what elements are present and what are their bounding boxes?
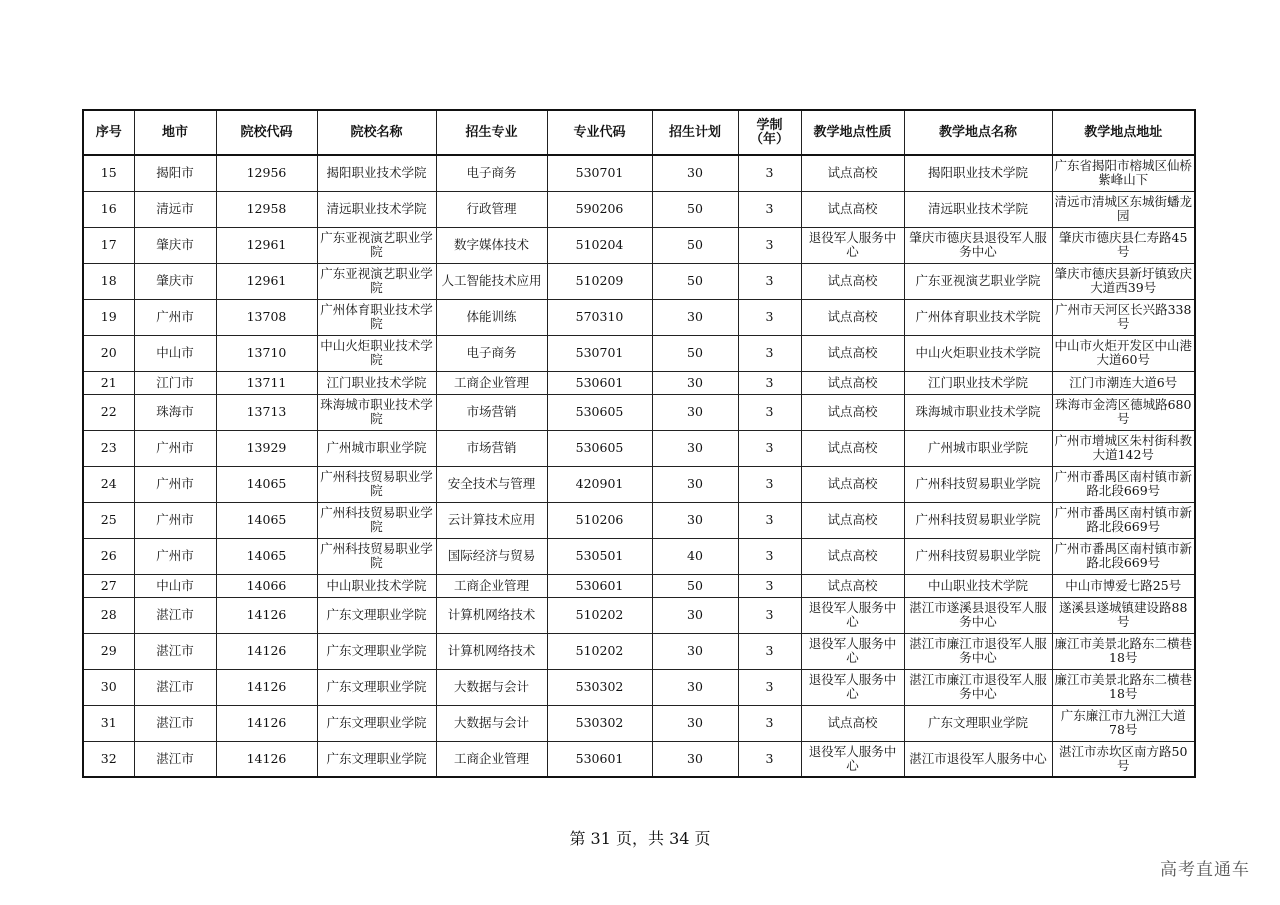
cell-major: 体能训练: [436, 299, 547, 335]
cell-site-address: 广州市增城区朱村街科教大道142号: [1052, 430, 1195, 466]
cell-plan: 30: [652, 394, 738, 430]
cell-duration: 3: [738, 394, 801, 430]
cell-index: 19: [83, 299, 134, 335]
cell-major: 计算机网络技术: [436, 597, 547, 633]
cell-site-address: 广州市番禺区南村镇市新路北段669号: [1052, 502, 1195, 538]
cell-site-address: 湛江市赤坎区南方路50号: [1052, 741, 1195, 777]
cell-school-code: 14126: [216, 669, 317, 705]
cell-school-name: 广东文理职业学院: [317, 705, 436, 741]
cell-site-address: 肇庆市德庆县新圩镇致庆大道西39号: [1052, 263, 1195, 299]
cell-index: 27: [83, 574, 134, 597]
cell-school-name: 广州城市职业学院: [317, 430, 436, 466]
cell-school-name: 清远职业技术学院: [317, 191, 436, 227]
col-header-index: 序号: [83, 110, 134, 155]
cell-city: 中山市: [134, 335, 216, 371]
cell-school-name: 广州体育职业技术学院: [317, 299, 436, 335]
cell-city: 广州市: [134, 299, 216, 335]
cell-site-type: 试点高校: [801, 430, 904, 466]
cell-duration: 3: [738, 299, 801, 335]
cell-site-name: 揭阳职业技术学院: [904, 155, 1052, 191]
cell-school-name: 广州科技贸易职业学院: [317, 502, 436, 538]
cell-duration: 3: [738, 597, 801, 633]
cell-major: 计算机网络技术: [436, 633, 547, 669]
cell-duration: 3: [738, 227, 801, 263]
cell-plan: 30: [652, 466, 738, 502]
table-row: [83, 191, 1195, 227]
cell-site-type: 试点高校: [801, 299, 904, 335]
cell-city: 广州市: [134, 502, 216, 538]
cell-major-code: 530501: [547, 538, 652, 574]
cell-major-code: 510209: [547, 263, 652, 299]
cell-site-type: 退役军人服务中心: [801, 633, 904, 669]
cell-duration: 3: [738, 705, 801, 741]
cell-major-code: 530701: [547, 335, 652, 371]
cell-major: 工商企业管理: [436, 574, 547, 597]
cell-site-name: 肇庆市德庆县退役军人服务中心: [904, 227, 1052, 263]
col-header-school-name: 院校名称: [317, 110, 436, 155]
cell-index: 18: [83, 263, 134, 299]
table-row: [83, 538, 1195, 574]
cell-city: 湛江市: [134, 633, 216, 669]
cell-site-address: 遂溪县遂城镇建设路88号: [1052, 597, 1195, 633]
cell-index: 17: [83, 227, 134, 263]
cell-duration: 3: [738, 466, 801, 502]
cell-plan: 30: [652, 597, 738, 633]
cell-major-code: 530601: [547, 371, 652, 394]
table-row: [83, 155, 1195, 191]
cell-major: 云计算技术应用: [436, 502, 547, 538]
cell-major-code: 510202: [547, 597, 652, 633]
cell-school-code: 14065: [216, 502, 317, 538]
cell-site-name: 广州科技贸易职业学院: [904, 466, 1052, 502]
cell-duration: 3: [738, 335, 801, 371]
cell-major-code: 570310: [547, 299, 652, 335]
cell-site-address: 江门市潮连大道6号: [1052, 371, 1195, 394]
cell-plan: 30: [652, 705, 738, 741]
cell-major: 电子商务: [436, 335, 547, 371]
cell-major-code: 530601: [547, 574, 652, 597]
cell-major: 工商企业管理: [436, 371, 547, 394]
cell-site-name: 中山火炬职业技术学院: [904, 335, 1052, 371]
cell-site-name: 湛江市退役军人服务中心: [904, 741, 1052, 777]
cell-index: 31: [83, 705, 134, 741]
col-header-city: 地市: [134, 110, 216, 155]
table-row: [83, 574, 1195, 597]
cell-school-code: 14065: [216, 466, 317, 502]
cell-plan: 30: [652, 633, 738, 669]
cell-index: 25: [83, 502, 134, 538]
cell-site-type: 试点高校: [801, 335, 904, 371]
cell-site-name: 清远职业技术学院: [904, 191, 1052, 227]
cell-school-name: 珠海城市职业技术学院: [317, 394, 436, 430]
cell-plan: 50: [652, 227, 738, 263]
cell-city: 珠海市: [134, 394, 216, 430]
cell-site-type: 退役军人服务中心: [801, 597, 904, 633]
cell-duration: 3: [738, 538, 801, 574]
cell-major-code: 420901: [547, 466, 652, 502]
cell-school-name: 广东文理职业学院: [317, 741, 436, 777]
cell-school-name: 揭阳职业技术学院: [317, 155, 436, 191]
cell-site-name: 广州城市职业学院: [904, 430, 1052, 466]
cell-plan: 50: [652, 191, 738, 227]
cell-index: 24: [83, 466, 134, 502]
cell-major-code: 530601: [547, 741, 652, 777]
cell-index: 20: [83, 335, 134, 371]
cell-index: 30: [83, 669, 134, 705]
cell-site-address: 广州市天河区长兴路338号: [1052, 299, 1195, 335]
cell-index: 21: [83, 371, 134, 394]
cell-school-name: 广州科技贸易职业学院: [317, 466, 436, 502]
cell-city: 湛江市: [134, 741, 216, 777]
cell-duration: 3: [738, 502, 801, 538]
cell-school-code: 14066: [216, 574, 317, 597]
cell-plan: 30: [652, 502, 738, 538]
table-row: [83, 430, 1195, 466]
table-header-row: [83, 110, 1195, 155]
col-header-plan: 招生计划: [652, 110, 738, 155]
cell-city: 江门市: [134, 371, 216, 394]
cell-site-address: 廉江市美景北路东二横巷18号: [1052, 633, 1195, 669]
col-header-site-type: 教学地点性质: [801, 110, 904, 155]
cell-school-name: 广东亚视演艺职业学院: [317, 263, 436, 299]
col-header-school-code: 院校代码: [216, 110, 317, 155]
cell-city: 湛江市: [134, 705, 216, 741]
cell-major: 数字媒体技术: [436, 227, 547, 263]
cell-city: 湛江市: [134, 597, 216, 633]
cell-city: 广州市: [134, 538, 216, 574]
cell-plan: 30: [652, 155, 738, 191]
cell-site-type: 试点高校: [801, 191, 904, 227]
cell-major-code: 510206: [547, 502, 652, 538]
cell-major: 市场营销: [436, 430, 547, 466]
cell-site-name: 中山职业技术学院: [904, 574, 1052, 597]
cell-school-name: 广东文理职业学院: [317, 597, 436, 633]
col-header-major-code: 专业代码: [547, 110, 652, 155]
cell-site-type: 试点高校: [801, 371, 904, 394]
cell-site-address: 广州市番禺区南村镇市新路北段669号: [1052, 466, 1195, 502]
cell-site-address: 肇庆市德庆县仁寿路45号: [1052, 227, 1195, 263]
cell-duration: 3: [738, 633, 801, 669]
cell-major-code: 530605: [547, 430, 652, 466]
cell-duration: 3: [738, 574, 801, 597]
cell-site-address: 广东省揭阳市榕城区仙桥紫峰山下: [1052, 155, 1195, 191]
cell-city: 揭阳市: [134, 155, 216, 191]
cell-site-address: 广州市番禺区南村镇市新路北段669号: [1052, 538, 1195, 574]
table-row: [83, 741, 1195, 777]
cell-site-address: 中山市火炬开发区中山港大道60号: [1052, 335, 1195, 371]
cell-index: 26: [83, 538, 134, 574]
cell-school-code: 14065: [216, 538, 317, 574]
cell-site-type: 退役军人服务中心: [801, 669, 904, 705]
watermark-logo: 高考直通车: [1160, 860, 1250, 880]
cell-plan: 30: [652, 741, 738, 777]
cell-plan: 30: [652, 371, 738, 394]
cell-site-address: 中山市博爱七路25号: [1052, 574, 1195, 597]
cell-major-code: 510204: [547, 227, 652, 263]
cell-major-code: 530302: [547, 705, 652, 741]
cell-site-address: 清远市清城区东城街蟠龙园: [1052, 191, 1195, 227]
table-row: [83, 669, 1195, 705]
cell-city: 中山市: [134, 574, 216, 597]
cell-school-name: 广东亚视演艺职业学院: [317, 227, 436, 263]
cell-major: 国际经济与贸易: [436, 538, 547, 574]
cell-school-code: 14126: [216, 633, 317, 669]
cell-major: 安全技术与管理: [436, 466, 547, 502]
cell-school-code: 14126: [216, 597, 317, 633]
cell-duration: 3: [738, 430, 801, 466]
cell-school-code: 12956: [216, 155, 317, 191]
cell-site-name: 湛江市廉江市退役军人服务中心: [904, 669, 1052, 705]
cell-index: 22: [83, 394, 134, 430]
cell-site-name: 广州科技贸易职业学院: [904, 502, 1052, 538]
cell-plan: 50: [652, 335, 738, 371]
table-body: [83, 155, 1195, 777]
cell-school-name: 广州科技贸易职业学院: [317, 538, 436, 574]
table-row: [83, 466, 1195, 502]
cell-duration: 3: [738, 191, 801, 227]
cell-school-code: 13711: [216, 371, 317, 394]
cell-plan: 50: [652, 574, 738, 597]
table-row: [83, 263, 1195, 299]
enrollment-table: [82, 109, 1196, 778]
cell-school-code: 13713: [216, 394, 317, 430]
cell-index: 16: [83, 191, 134, 227]
cell-site-type: 试点高校: [801, 466, 904, 502]
cell-plan: 30: [652, 430, 738, 466]
cell-plan: 40: [652, 538, 738, 574]
cell-major-code: 530302: [547, 669, 652, 705]
cell-site-type: 试点高校: [801, 538, 904, 574]
cell-site-type: 退役军人服务中心: [801, 741, 904, 777]
table-row: [83, 597, 1195, 633]
cell-site-type: 试点高校: [801, 502, 904, 538]
cell-site-name: 广州体育职业技术学院: [904, 299, 1052, 335]
cell-index: 32: [83, 741, 134, 777]
table-row: [83, 299, 1195, 335]
cell-site-name: 湛江市遂溪县退役军人服务中心: [904, 597, 1052, 633]
cell-major-code: 510202: [547, 633, 652, 669]
cell-site-name: 湛江市廉江市退役军人服务中心: [904, 633, 1052, 669]
cell-site-name: 广州科技贸易职业学院: [904, 538, 1052, 574]
cell-site-address: 广东廉江市九洲江大道78号: [1052, 705, 1195, 741]
cell-duration: 3: [738, 741, 801, 777]
cell-index: 28: [83, 597, 134, 633]
cell-major-code: 530605: [547, 394, 652, 430]
cell-site-type: 试点高校: [801, 574, 904, 597]
cell-duration: 3: [738, 669, 801, 705]
cell-major-code: 530701: [547, 155, 652, 191]
col-header-site-address: 教学地点地址: [1052, 110, 1195, 155]
cell-plan: 50: [652, 263, 738, 299]
table-row: [83, 502, 1195, 538]
cell-site-address: 廉江市美景北路东二横巷18号: [1052, 669, 1195, 705]
cell-major: 电子商务: [436, 155, 547, 191]
cell-index: 29: [83, 633, 134, 669]
cell-city: 广州市: [134, 430, 216, 466]
table-row: [83, 394, 1195, 430]
cell-duration: 3: [738, 155, 801, 191]
cell-duration: 3: [738, 371, 801, 394]
cell-major-code: 590206: [547, 191, 652, 227]
cell-major: 工商企业管理: [436, 741, 547, 777]
cell-school-code: 12958: [216, 191, 317, 227]
table-row: [83, 335, 1195, 371]
cell-city: 湛江市: [134, 669, 216, 705]
col-header-major: 招生专业: [436, 110, 547, 155]
cell-school-name: 中山火炬职业技术学院: [317, 335, 436, 371]
cell-site-type: 试点高校: [801, 394, 904, 430]
cell-school-name: 江门职业技术学院: [317, 371, 436, 394]
cell-major: 大数据与会计: [436, 669, 547, 705]
page-number: 第 31 页，共 34 页: [569, 829, 711, 848]
cell-city: 清远市: [134, 191, 216, 227]
cell-school-name: 广东文理职业学院: [317, 633, 436, 669]
cell-site-type: 试点高校: [801, 155, 904, 191]
cell-site-name: 珠海城市职业技术学院: [904, 394, 1052, 430]
cell-school-code: 13929: [216, 430, 317, 466]
cell-duration: 3: [738, 263, 801, 299]
cell-major: 行政管理: [436, 191, 547, 227]
cell-school-name: 中山职业技术学院: [317, 574, 436, 597]
cell-site-name: 江门职业技术学院: [904, 371, 1052, 394]
cell-city: 广州市: [134, 466, 216, 502]
cell-city: 肇庆市: [134, 227, 216, 263]
cell-index: 23: [83, 430, 134, 466]
cell-school-code: 12961: [216, 227, 317, 263]
cell-major: 人工智能技术应用: [436, 263, 547, 299]
cell-major: 大数据与会计: [436, 705, 547, 741]
cell-major: 市场营销: [436, 394, 547, 430]
table-row: [83, 227, 1195, 263]
cell-plan: 30: [652, 299, 738, 335]
table-row: [83, 371, 1195, 394]
cell-city: 肇庆市: [134, 263, 216, 299]
cell-site-type: 退役军人服务中心: [801, 227, 904, 263]
col-header-site-name: 教学地点名称: [904, 110, 1052, 155]
table-row: [83, 633, 1195, 669]
cell-school-code: 14126: [216, 705, 317, 741]
cell-site-name: 广东亚视演艺职业学院: [904, 263, 1052, 299]
cell-site-type: 试点高校: [801, 705, 904, 741]
col-header-duration: 学制（年）: [738, 110, 801, 155]
cell-school-name: 广东文理职业学院: [317, 669, 436, 705]
cell-index: 15: [83, 155, 134, 191]
cell-school-code: 12961: [216, 263, 317, 299]
cell-plan: 30: [652, 669, 738, 705]
cell-site-type: 试点高校: [801, 263, 904, 299]
cell-site-name: 广东文理职业学院: [904, 705, 1052, 741]
cell-school-code: 13708: [216, 299, 317, 335]
cell-school-code: 13710: [216, 335, 317, 371]
table-row: [83, 705, 1195, 741]
cell-school-code: 14126: [216, 741, 317, 777]
cell-site-address: 珠海市金湾区德城路680号: [1052, 394, 1195, 430]
